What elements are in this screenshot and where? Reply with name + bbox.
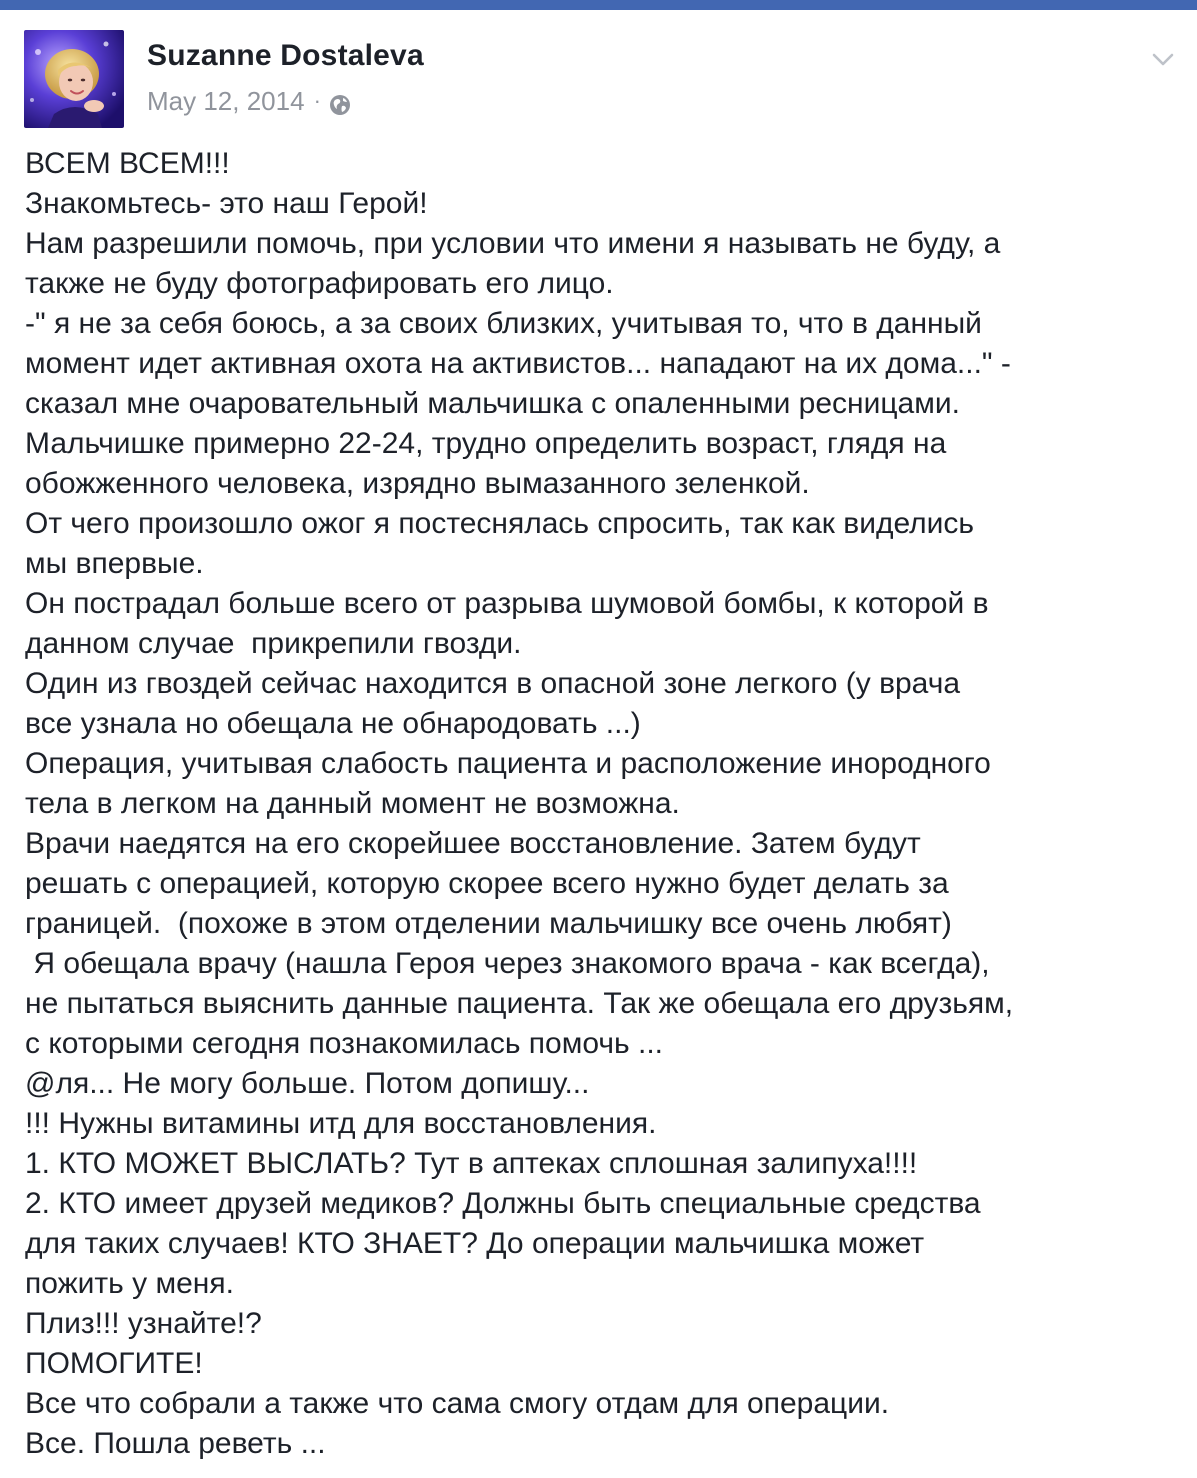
post-text-line: пожить у меня. [25,1267,234,1300]
profile-photo-icon [24,30,124,128]
post-text-line: Все что собрали а также что сама смогу отдам для операции. [25,1387,890,1420]
post-text-line: -" я не за себя боюсь, а за своих близких, учитывая то, что в данный [25,307,982,340]
post-meta [147,84,351,118]
facebook-post [0,10,1197,1478]
post-text-line: 2. КТО имеет друзей медиков? Должны быть специальные средства [25,1187,981,1220]
post-text-line: От чего произошло ожог я постеснялась спросить, так как виделись [25,507,975,540]
post-text-line: ВСЕМ ВСЕМ!!! [25,147,230,180]
post-text-line: Операция, учитывая слабость пациента и расположение инородного [25,747,991,780]
post-text-line: Плиз!!! узнайте!? [25,1307,262,1340]
post-text-line: !!! Нужны витамины итд для восстановления. [25,1107,657,1140]
post-text-line: 1. КТО МОЖЕТ ВЫСЛАТЬ? Тут в аптеках сплошная залипуха!!!! [25,1147,918,1180]
post-text-line: Врачи наедятся на его скорейшее восстановление. Затем будут [25,827,921,860]
post-text-line: Мальчишке примерно 22-24, трудно определить возраст, глядя на [25,427,947,460]
post-text-line: Я обещала врачу (нашла Героя через знакомого врача - как всегда), [25,947,990,980]
post-text-line: не пытаться выяснить данные пациента. Так же обещала его друзьям, [25,987,1014,1020]
post-text-line: сказал мне очаровательный мальчишка с опаленными ресницами. [25,387,960,420]
post-text-line: границей. (похоже в этом отделении мальчишку все очень любят) [25,907,952,940]
top-bar [0,0,1197,10]
post-date[interactable]: May 12, 2014 [147,86,305,116]
post-text [25,144,1185,1464]
chevron-down-icon[interactable] [1148,44,1178,74]
post-text-line: для таких случаев! КТО ЗНАЕТ? До операции мальчишка может [25,1227,925,1260]
post-text-line: обожженного человека, изрядно вымазанного зеленкой. [25,467,810,500]
post-text-line: Один из гвоздей сейчас находится в опасной зоне легкого (у врача [25,667,961,700]
post-text-line: момент идет активная охота на активистов... нападают на их дома..." - [25,347,1011,380]
post-text-line: Он пострадал больше всего от разрыва шумовой бомбы, к которой в [25,587,989,620]
post-text-line: Нам разрешили помочь, при условии что имени я называть не буду, а [25,227,1001,260]
globe-icon[interactable] [329,90,351,112]
post-text-line: @ля... Не могу больше. Потом допишу... [25,1067,590,1100]
post-text-line: все узнала но обещала не обнародовать ...) [25,707,641,740]
post-text-line: данном случае прикрепили гвозди. [25,627,522,660]
post-text-line: решать с операцией, которую скорее всего нужно будет делать за [25,867,949,900]
author-name[interactable]: Suzanne Dostaleva [147,39,424,72]
meta-separator: · [313,88,321,113]
post-text-line: ПОМОГИТЕ! [25,1347,203,1380]
avatar[interactable] [24,30,124,128]
post-text-line: также не буду фотографировать его лицо. [25,267,614,300]
post-text-line: тела в легком на данный момент не возможна. [25,787,680,820]
post-text-line: Все. Пошла реветь ... [25,1427,326,1460]
post-text-line: мы впервые. [25,547,204,580]
post-text-line: с которыми сегодня познакомилась помочь ... [25,1027,663,1060]
post-text-line: Знакомьтесь- это наш Герой! [25,187,428,220]
